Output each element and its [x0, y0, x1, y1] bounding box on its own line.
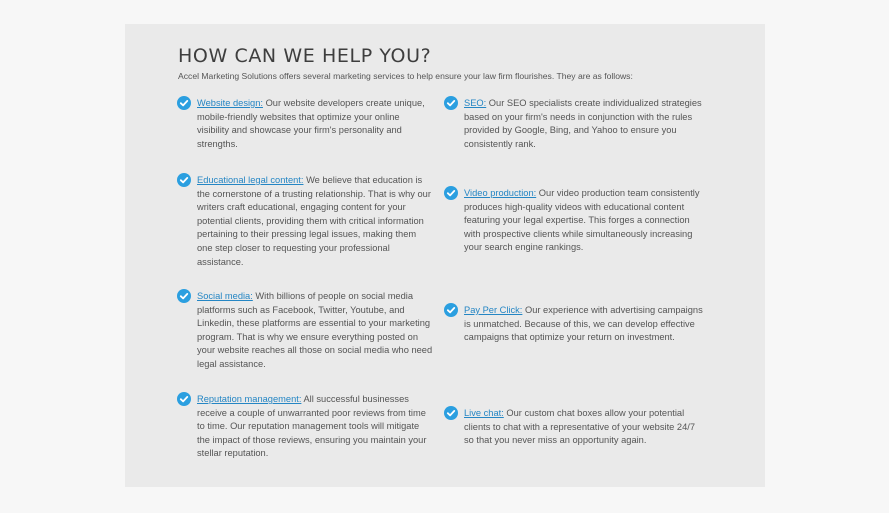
- service-pay-per-click: [464, 304, 706, 345]
- service-live-chat: [464, 407, 706, 448]
- service-reputation-management: [197, 393, 433, 461]
- check-circle-icon: [444, 96, 458, 110]
- service-link-live-chat[interactable]: Live chat:: [464, 408, 504, 418]
- check-circle-icon: [444, 303, 458, 317]
- check-circle-icon: [177, 173, 191, 187]
- service-desc: Our SEO specialists create individualized strategies based on your firm's needs in conjunction with the rules provided by Google, Bing, and Yahoo to ensure you consistently rank.: [464, 98, 702, 149]
- service-link-website-design[interactable]: Website design:: [197, 98, 263, 108]
- service-desc: All successful businesses receive a couple of unwarranted poor reviews from time to time. Our reputation management tools will mitigate the impact of those reviews, ensuring you maintain your stellar reputation.: [197, 394, 427, 459]
- check-circle-icon: [177, 289, 191, 303]
- check-circle-icon: [444, 406, 458, 420]
- service-video-production: [464, 187, 706, 255]
- service-seo: [464, 97, 706, 151]
- check-circle-icon: [177, 96, 191, 110]
- service-social-media: [197, 290, 433, 372]
- service-link-reputation-management[interactable]: Reputation management:: [197, 394, 302, 404]
- section-title: HOW CAN WE HELP YOU?: [178, 45, 432, 67]
- service-link-seo[interactable]: SEO:: [464, 98, 487, 108]
- service-desc: Our video production team consistently produces high-quality videos with educational content featuring your legal expertise. This forges a connection with prospective clients while simultaneously increasing your search engine rankings.: [464, 188, 700, 253]
- service-desc: Our experience with advertising campaigns is unmatched. Because of this, we can develop effective campaigns that optimize your return on investment.: [464, 305, 703, 343]
- service-link-pay-per-click[interactable]: Pay Per Click:: [464, 305, 523, 315]
- check-circle-icon: [177, 392, 191, 406]
- service-desc: Our custom chat boxes allow your potential clients to chat with a representative of your website 24/7 so that you never miss an opportunity again.: [464, 408, 695, 446]
- service-website-design: [197, 97, 433, 151]
- section-intro: Accel Marketing Solutions offers several marketing services to help ensure your law firm flourishes. They are as follows:: [178, 71, 633, 81]
- check-circle-icon: [444, 186, 458, 200]
- service-desc: We believe that education is the cornerstone of a trusting relationship. That is why our writers craft educational, engaging content for your potential clients, providing them with critical information pertaining to their pressing legal issues, making them one step closer to requesting your professional assistance.: [197, 175, 431, 267]
- service-educational-content: [197, 174, 433, 269]
- service-link-educational-content[interactable]: Educational legal content:: [197, 175, 304, 185]
- service-desc: With billions of people on social media platforms such as Facebook, Twitter, Youtube, and Linkedin, these platforms are essential to your marketing program. That is why we ensure everything posted on your website reaches all those on social media who need legal assistance.: [197, 291, 433, 369]
- service-link-social-media[interactable]: Social media:: [197, 291, 253, 301]
- service-desc: Our website developers create unique, mobile-friendly websites that optimize your online visibility and showcase your firm's personality and strengths.: [197, 98, 425, 149]
- services-panel: [125, 24, 765, 487]
- service-link-video-production[interactable]: Video production:: [464, 188, 537, 198]
